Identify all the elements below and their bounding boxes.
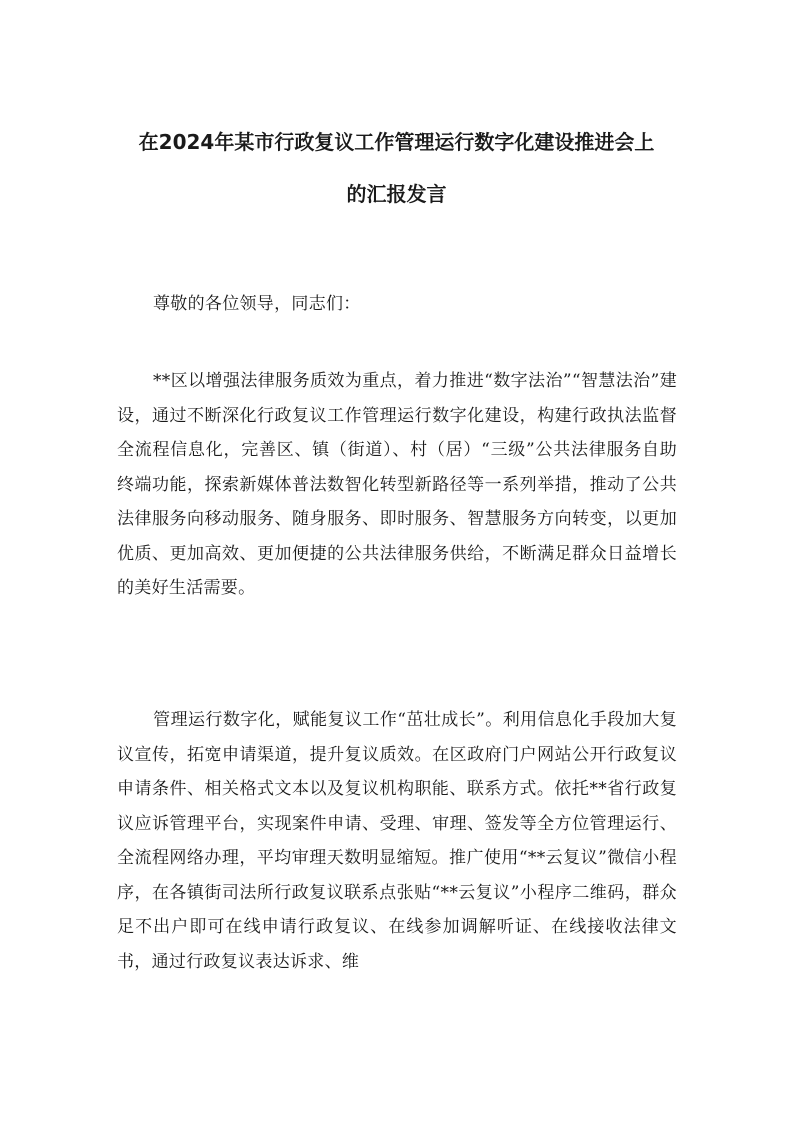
document-title-line1: 在2024年某市行政复议工作管理运行数字化建设推进会上 [138,130,655,154]
paragraph-1 [117,364,677,606]
document-title-line2: 的汇报发言 [346,182,447,206]
salutation [117,287,677,322]
paragraph-2 [117,703,677,979]
paragraph-1-text: **区以增强法律服务质效为重点，着力推进“数字法治”“智慧法治”建设，通过不断深化行政复议工作管理运行数字化建设，构建行政执法监督全流程信息化，完善区、镇（街道）、村（居）“三级”公共法律服务自助终端功能，探索新媒体普法数智化转型新路径等一系列举措，推动了公共法律服务向移动服务、随身服务、即时服务、智慧服务方向转变，以更加优质、更加高效、更加便捷的公共法律服务供给，不断满足群众日益增长的美好生活需要。 [117,371,677,598]
paragraph-2-text: 管理运行数字化，赋能复议工作“茁壮成长”。利用信息化手段加大复议宣传，拓宽申请渠道，提升复议质效。在区政府门户网站公开行政复议申请条件、相关格式文本以及复议机构职能、联系方式。依托**省行政复议应诉管理平台，实现案件申请、受理、审理、签发等全方位管理运行、全流程网络办理，平均审理天数明显缩短。推广使用“**云复议”微信小程序，在各镇街司法所行政复议联系点张贴“**云复议”小程序二维码，群众足不出户即可在线申请行政复议、在线参加调解听证、在线接收法律文书，通过行政复议表达诉求、维 [117,710,677,972]
salutation-text: 尊敬的各位领导，同志们： [153,294,361,314]
